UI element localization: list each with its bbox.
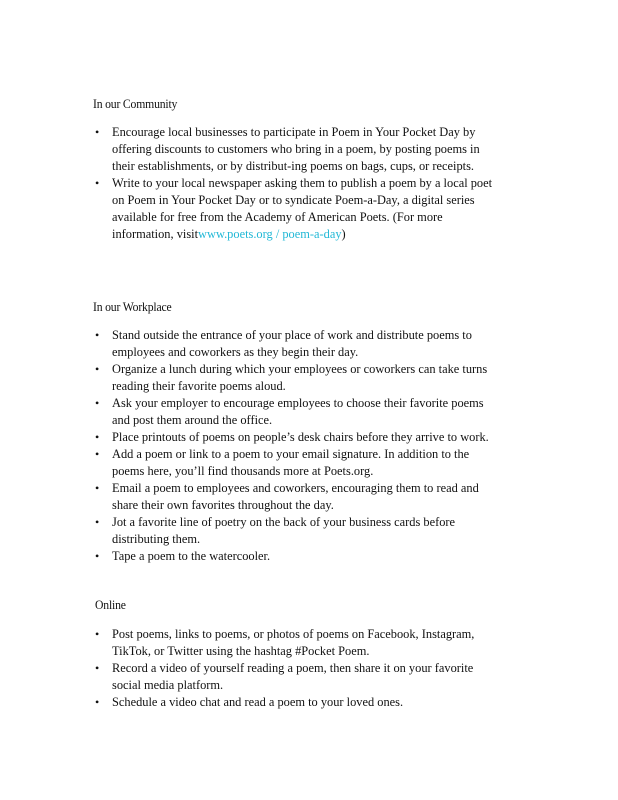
list-item (93, 694, 499, 711)
community-list (93, 124, 513, 243)
list-item (93, 660, 499, 694)
item-text: Post poems, links to poems, or photos of poems on Facebook, Instagram, TikTok, or Twitter using the hashtag #Pocket Poem. (112, 627, 475, 658)
list-item (93, 446, 499, 480)
list-item (93, 548, 499, 565)
list-item (93, 395, 499, 429)
list-item (93, 429, 499, 446)
online-heading: Online (95, 597, 126, 612)
online-section (93, 597, 513, 711)
item-text: Record a video of yourself reading a poem, then share it on your favorite social media platform. (112, 661, 474, 692)
community-section (93, 96, 513, 243)
item-text: Write to your local newspaper asking them to publish a poem by a local poet on Poem in Your Pocket Day or to syndicate Poem-a-Day, a digital series available for free from the Academy of American Poets. (For more information, visit (112, 176, 493, 241)
item-text: Email a poem to employees and coworkers, encouraging them to read and share their own favorites throughout the day. (112, 481, 479, 512)
list-item (93, 175, 499, 243)
list-item (93, 361, 499, 395)
workplace-section (93, 299, 513, 565)
item-text: Jot a favorite line of poetry on the back of your business cards before distributing them. (112, 515, 456, 546)
item-text: Add a poem or link to a poem to your email signature. In addition to the poems here, you’ll find thousands more at Poets.org. (112, 447, 470, 478)
online-list (93, 626, 513, 711)
item-text: Ask your employer to encourage employees to choose their favorite poems and post them around the office. (112, 396, 484, 427)
poets-org-link[interactable]: www.poets.org / poem-a-day (198, 227, 342, 241)
item-text: Stand outside the entrance of your place of work and distribute poems to employees and coworkers as they begin their day. (112, 328, 472, 359)
item-text: Encourage local businesses to participate in Poem in Your Pocket Day by offering discounts to customers who bring in a poem, by posting poems in their establishments, or by distribut-ing poems on bags, cups, or receipts. (112, 125, 480, 173)
workplace-heading: In our Workplace (93, 299, 172, 314)
list-item (93, 327, 499, 361)
list-item (93, 124, 499, 175)
list-item (93, 626, 499, 660)
item-text-after: ) (341, 227, 346, 241)
item-text: Schedule a video chat and read a poem to your loved ones. (112, 695, 404, 709)
item-text: Organize a lunch during which your employees or coworkers can take turns reading their favorite poems aloud. (112, 362, 488, 393)
item-text: Tape a poem to the watercooler. (112, 549, 271, 563)
list-item (93, 514, 499, 548)
community-heading: In our Community (93, 96, 178, 111)
workplace-list (93, 327, 513, 565)
item-text: Place printouts of poems on people’s desk chairs before they arrive to work. (112, 430, 489, 444)
list-item (93, 480, 499, 514)
